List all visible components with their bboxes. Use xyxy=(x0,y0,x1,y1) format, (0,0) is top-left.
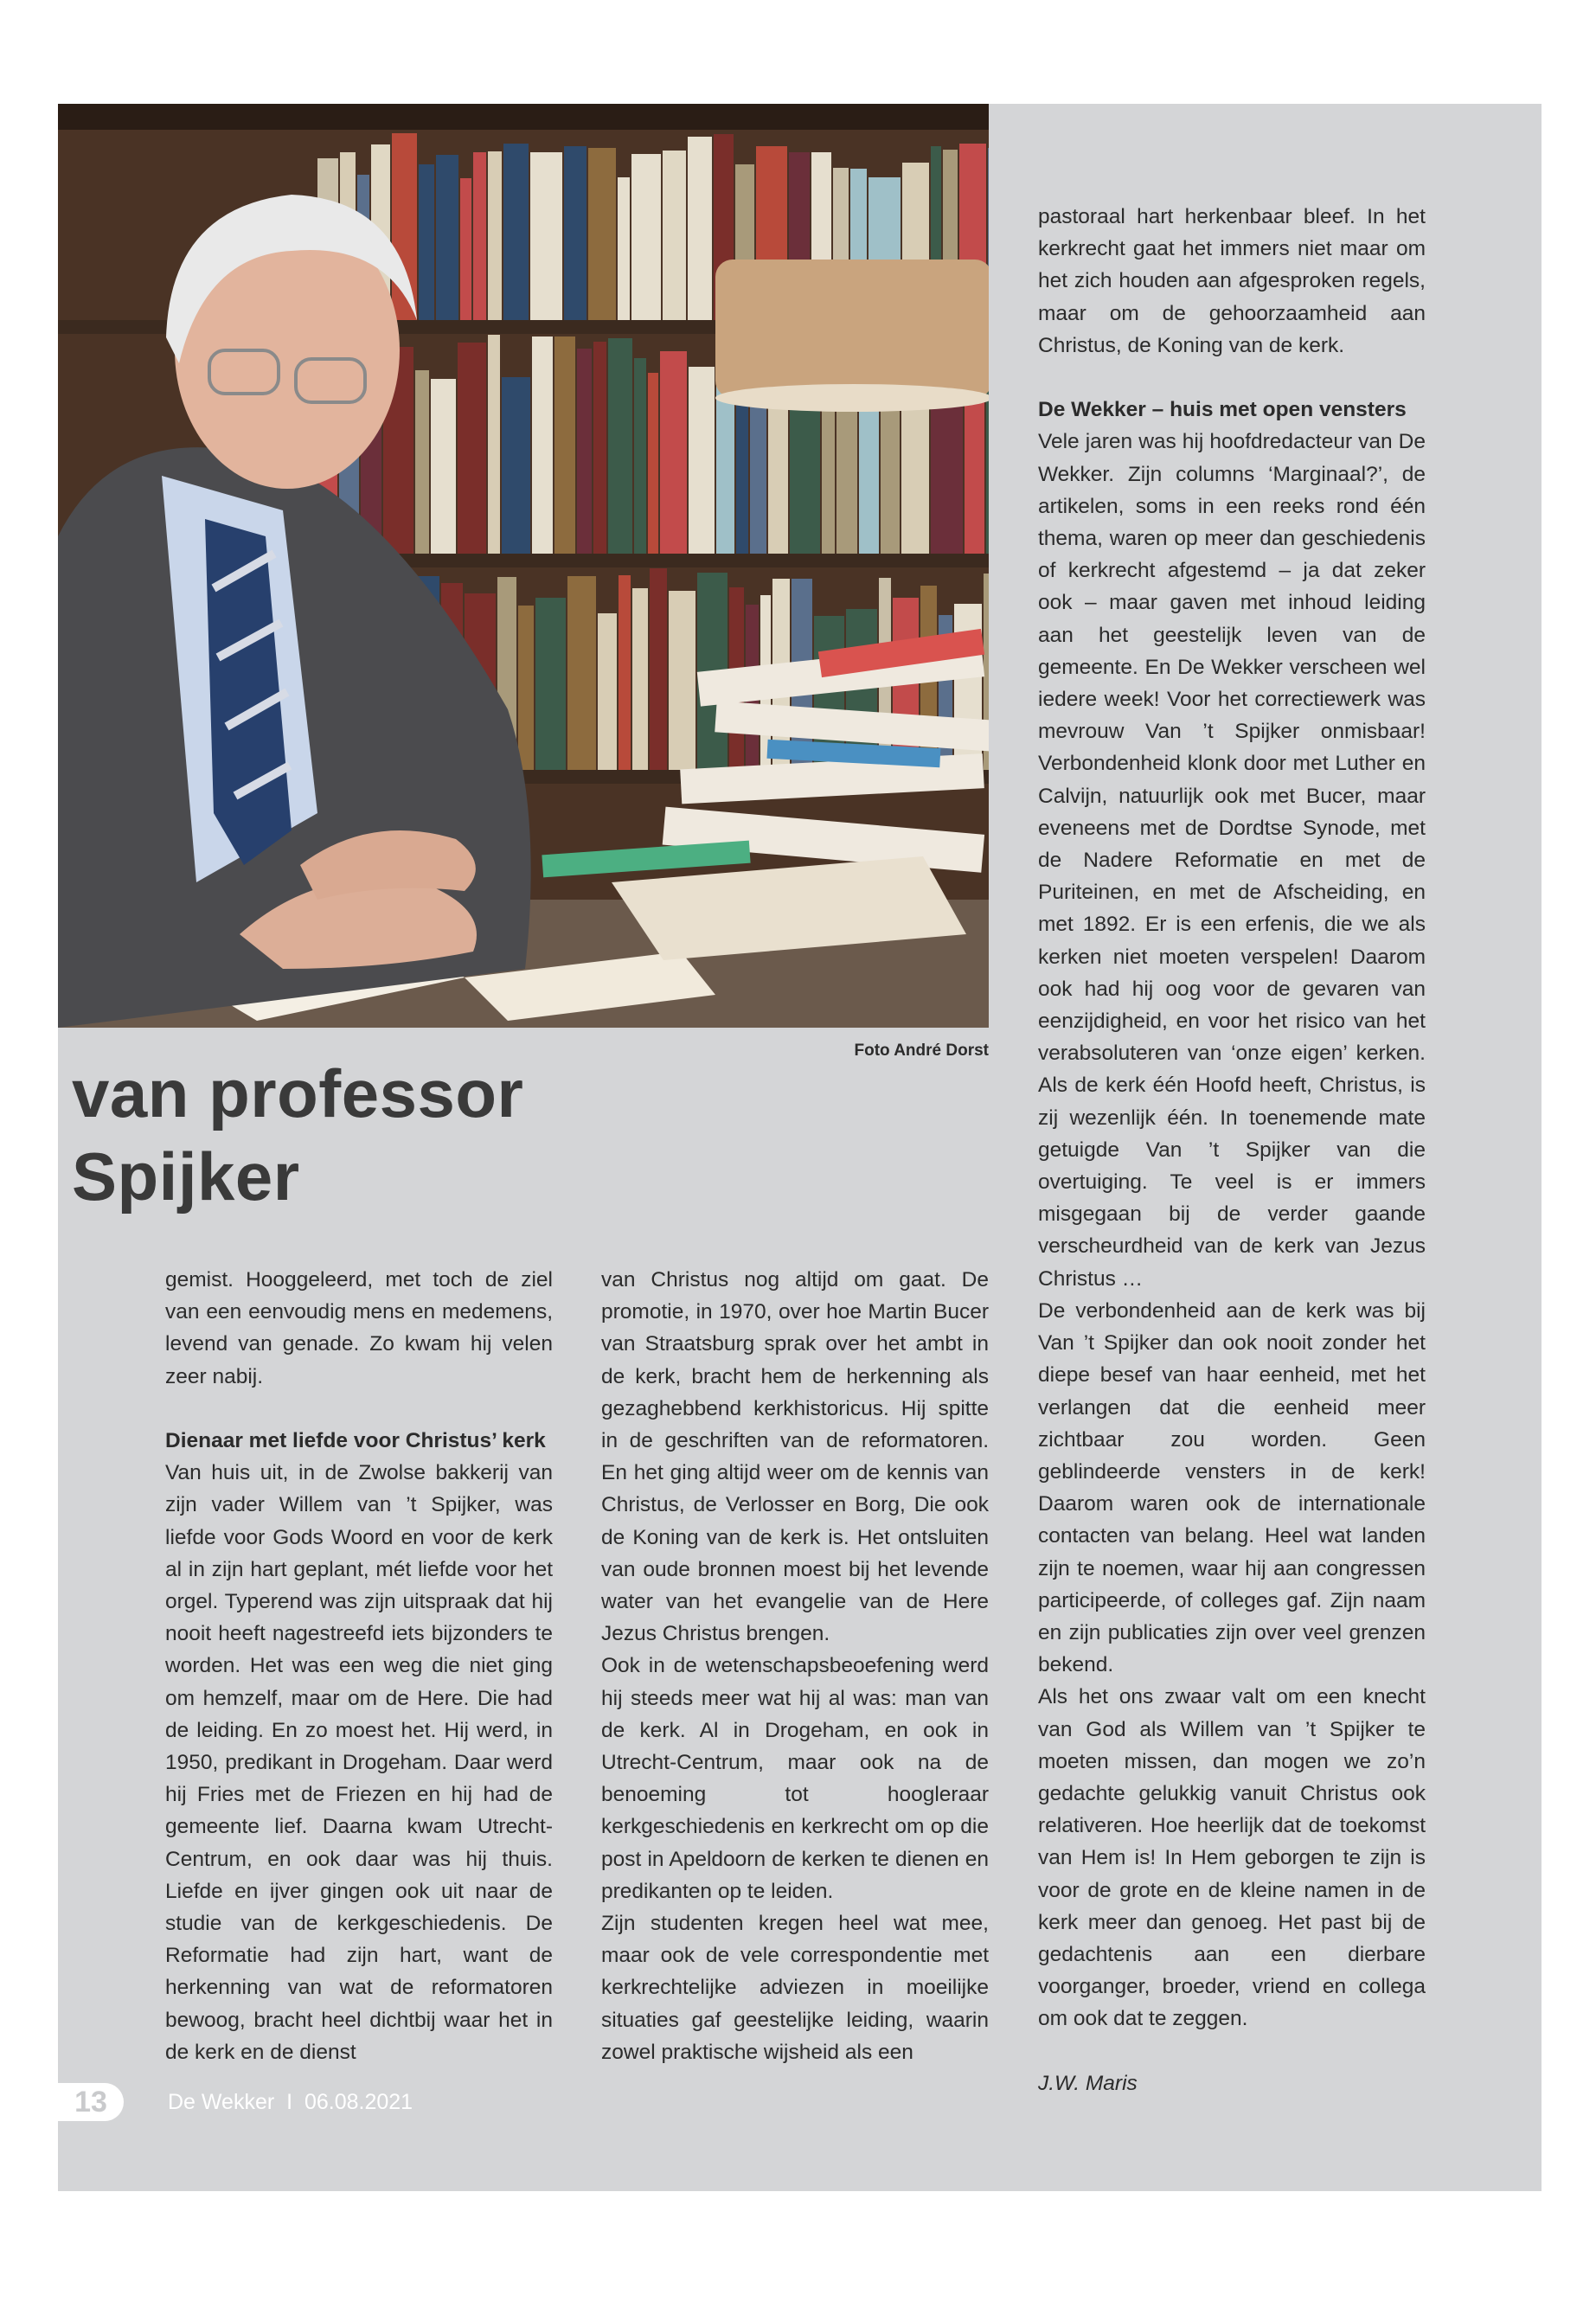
book-spine xyxy=(619,575,631,770)
author-signature: J.W. Maris xyxy=(1038,2071,1138,2095)
book-spine xyxy=(518,606,534,770)
magazine-name: De Wekker xyxy=(168,2090,275,2114)
book-spine xyxy=(631,154,661,320)
column3-paragraph-1: pastoraal hart herkenbaar bleef. In het kerkrecht gaat het immers niet maar om het zich houden aan afgesproken regels, maar om de gehoorzaamheid aan Christus, de Koning van de kerk. xyxy=(1038,205,1426,357)
article-column-2 xyxy=(601,1264,989,2068)
column3-paragraph-3: De verbondenheid aan de kerk was bij Van ’t Spijker dan ook nooit zonder het diepe besef van haar eenheid, met het verlangen dat die eenheid meer zichtbaar zou worden. Geen geblindeerde vensters in de kerk! Daarom waren ook de internationale contacten van belang. Heel wat landen zijn te noemen, waar hij aan congressen participeerde, of colleges gaf. Zijn naam en zijn publicaties zijn over veel grenzen bekend. xyxy=(1038,1298,1426,1677)
column1-paragraph-1: gemist. Hooggeleerd, met toch de ziel van een eenvoudig mens en medemens, levend van genade. Zo kwam hij velen zeer nabij. xyxy=(165,1268,553,1388)
book-spine xyxy=(632,588,648,770)
book-spine xyxy=(618,177,630,320)
book-spine xyxy=(608,338,632,554)
book-spine xyxy=(663,151,686,320)
book-spine xyxy=(532,336,553,554)
page-footer xyxy=(58,2083,663,2121)
book-spine xyxy=(577,349,592,554)
book-spine xyxy=(593,342,606,554)
column1-subheading: Dienaar met liefde voor Christus’ kerk xyxy=(165,1429,546,1452)
column3-paragraph-4: Als het ons zwaar valt om een knecht van God als Willem van ’t Spijker te moeten missen, dan mogen we zo’n gedachte gelukkig vanuit Christus ook relativeren. Hoe heerlijk dat de toekomst van Hem is! In Hem geborgen te zijn is voor de grote en de kleine namen in de kerk meer dan genoeg. Het past bij de gedachtenis aan een dierbare voorganger, broeder, vriend en collega om ook dat te zeggen. xyxy=(1038,1685,1426,2031)
book-spine xyxy=(535,598,566,770)
book-spine xyxy=(419,164,434,320)
book-spine xyxy=(669,591,695,770)
page-number: 13 xyxy=(58,2083,124,2121)
book-spine xyxy=(554,336,575,554)
paragraph-gap xyxy=(1038,362,1426,394)
book-spine xyxy=(650,568,667,770)
footer-separator: I xyxy=(286,2090,293,2114)
book-spine xyxy=(598,613,617,770)
article-photo xyxy=(58,104,989,1028)
book-spine xyxy=(567,576,596,770)
book-spine xyxy=(503,144,529,320)
paragraph-gap xyxy=(1038,2035,1426,2067)
column1-paragraph-2: Van huis uit, in de Zwolse bakkerij van zijn vader Willem van ’t Spijker, was liefde voor Gods Woord en voor de kerk al in zijn hart geplant, mét liefde voor het orgel. Typerend was zijn uitspraak dat hij nooit heeft nagestreefd iets bijzonders te worden. Het was een weg die niet ging om hemzelf, maar om de Here. Die had de leiding. En zo moest het. Hij werd, in 1950, predikant in Drogeham. Daar werd hij Fries met de Friezen en hij had de gemeente lief. Daarna kwam Utrecht-Centrum, en ook daar was hij thuis. Liefde en ijver gingen ook uit naar de studie van de kerkgeschiedenis. De Reformatie had zijn hart, want de herkenning van wat de reformatoren bewoog, bracht heel dichtbij waar het in de kerk en de dienst xyxy=(165,1461,553,2064)
photo-credit: Foto André Dorst xyxy=(854,1042,989,1060)
book-spine xyxy=(564,146,586,320)
book-spine xyxy=(473,152,486,320)
book-spine xyxy=(588,148,616,320)
headline-line-2: Spijker xyxy=(72,1138,300,1215)
column2-paragraph-3: Zijn studenten kregen heel wat mee, maar ook de vele correspondentie met kerkrechtelijke adviezen in moeilijke situaties gaf geestelijke leiding, waarin zowel praktische wijsheid als een xyxy=(601,1912,989,2064)
photo-illustration xyxy=(58,104,989,1028)
book-spine xyxy=(688,137,712,320)
book-spine xyxy=(634,358,646,554)
book-spine xyxy=(436,155,458,320)
magazine-issue xyxy=(168,2090,413,2115)
book-spine xyxy=(415,370,429,554)
column2-paragraph-1: van Christus nog altijd om gaat. De promotie, in 1970, over hoe Martin Bucer van Straatsburg sprak over het ambt in de kerk, bracht hem de herkenning als gezaghebbend kerkhistoricus. Hij spitte in de geschriften van de reformatoren. En het ging altijd weer om de kennis van Christus, de Verlosser en Borg, Die ook de Koning van de kerk is. Het ontsluiten van oude bronnen moest bij het levende water van het evangelie van de Here Jezus Christus brengen. xyxy=(601,1268,989,1646)
headline-line-1: van professor xyxy=(72,1055,524,1131)
book-spine xyxy=(530,152,562,320)
column3-subheading: De Wekker – huis met open vensters xyxy=(1038,398,1407,422)
book-spine xyxy=(648,373,658,554)
article-column-3 xyxy=(1038,201,1426,2099)
paragraph-gap xyxy=(165,1393,553,1425)
book-spine xyxy=(431,379,456,554)
book-spine xyxy=(660,351,687,554)
issue-date: 06.08.2021 xyxy=(304,2090,413,2114)
book-spine xyxy=(488,335,500,554)
book-spine xyxy=(458,343,486,554)
column2-paragraph-2: Ook in de wetenschapsbeoefening werd hij steeds meer wat hij al was: man van de kerk. Al in Drogeham, en ook in Utrecht-Centrum, maar ook na de benoeming tot hoogleraar kerkgeschiedenis en kerkrecht om op die post in Apeldoorn de kerken te dienen en predikanten op te leiden. xyxy=(601,1654,989,1903)
book-spine xyxy=(502,377,530,554)
book-spine xyxy=(689,367,715,554)
column3-paragraph-2: Vele jaren was hij hoofdredacteur van De Wekker. Zijn columns ‘Marginaal?’, de artikelen, soms in een reeks rond één thema, waren op meer dan geschiedenis of kerkrecht afgestemd – ja dat zeker ook – maar gaven met inhoud leiding aan het geestelijk leven van de gemeente. En De Wekker verscheen wel iedere week! Voor het correctiewerk was mevrouw Van ’t Spijker onmisbaar! Verbondenheid klonk door met Luther en Calvijn, natuurlijk ook met Bucer, maar eveneens met de Dordtse Synode, met de Nadere Reformatie en met de Puriteinen, en met de Afscheiding, en met 1892. Er is een erfenis, die we als kerken niet moeten verspelen! Daarom ook had hij oog voor de gevaren van eenzijdigheid, en voor het risico van het verabsoluteren van ‘onze eigen’ kerken. Als de kerk één Hoofd heeft, Christus, is zij wezenlijk één. In toenemende mate getuigde Van ’t Spijker van die overtuiging. Te veel is er immers misgegaan bij de verder gaande verscheurdheid van de kerk van Jezus Christus … xyxy=(1038,430,1426,1291)
article-headline xyxy=(72,1052,523,1218)
article-column-1 xyxy=(165,1264,553,2068)
book-spine xyxy=(488,151,502,320)
book-spine xyxy=(460,178,471,320)
